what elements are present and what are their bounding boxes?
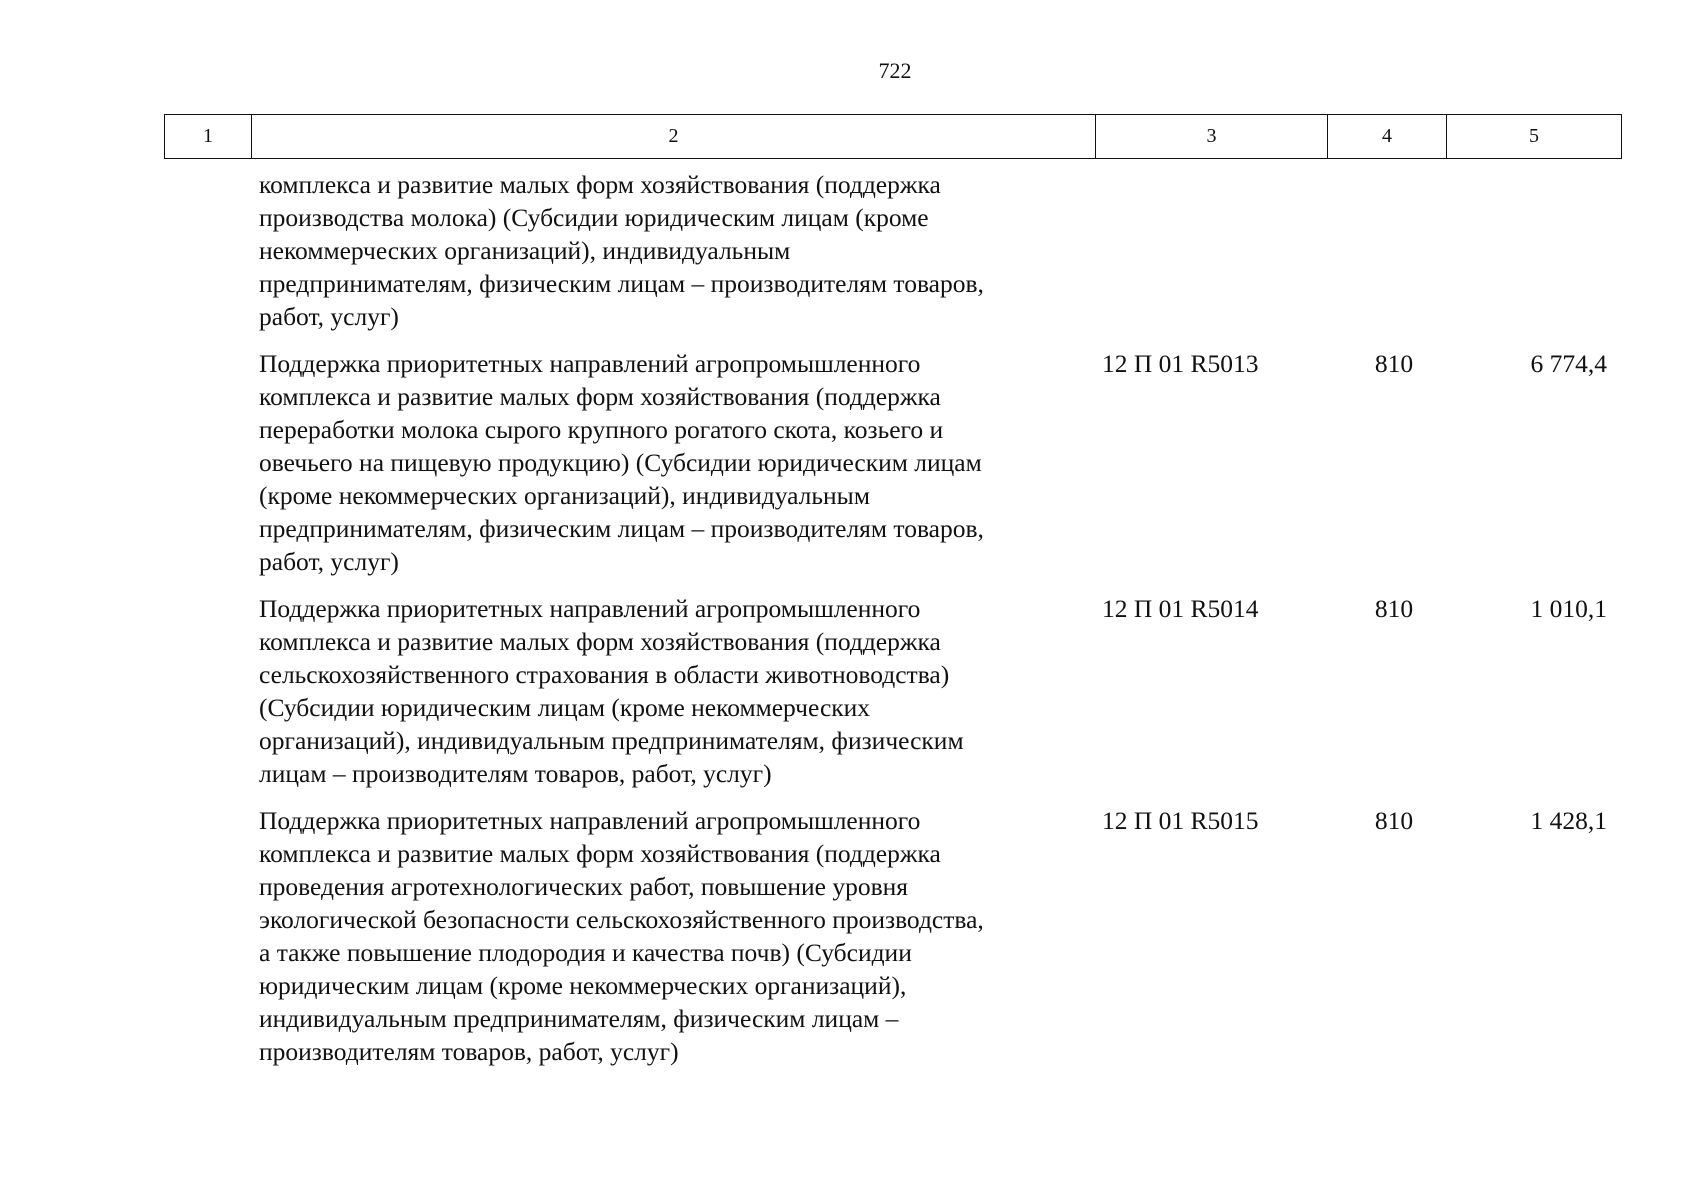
expense-type-code: 810 [1374,806,1414,835]
column-header-3: 3 [1096,115,1328,159]
amount-value: 6 774,4 [1530,349,1607,378]
description-line: Поддержка приоритетных направлений агропромышленного [259,806,921,835]
budget-entry [164,592,1616,790]
entry-description [259,804,1089,1068]
description-line: проведения агротехнологических работ, повышение уровня [259,872,909,901]
target-article-code: 12 П 01 R5015 [1102,806,1259,835]
description-line: экологической безопасности сельскохозяйственного производства, [259,905,984,934]
description-line: комплекса и развитие малых форм хозяйствования (поддержка [259,839,941,868]
description-line: Поддержка приоритетных направлений агропромышленного [259,349,921,378]
description-line: а также повышение плодородия и качества почв) (Субсидии [259,938,912,967]
description-line: овечьего на пищевую продукцию) (Субсидии юридическим лицам [259,448,982,477]
budget-entry [164,804,1616,1068]
description-line: комплекса и развитие малых форм хозяйствования (поддержка [259,170,941,199]
column-header-1: 1 [165,115,252,159]
target-article-code: 12 П 01 R5014 [1102,594,1259,623]
amount-value: 1 010,1 [1530,594,1607,623]
budget-entry [164,347,1616,578]
budget-entries [164,168,1616,1082]
description-line: лицам – производителям товаров, работ, услуг) [259,759,772,788]
description-line: производителям товаров, работ, услуг) [259,1037,679,1066]
column-header-4: 4 [1328,115,1447,159]
description-line: комплекса и развитие малых форм хозяйствования (поддержка [259,382,941,411]
description-line: Поддержка приоритетных направлений агропромышленного [259,594,921,623]
description-line: некоммерческих организаций), индивидуальным [259,236,791,265]
description-line: переработки молока сырого крупного рогатого скота, козьего и [259,415,944,444]
column-header-table [164,114,1622,159]
description-line: сельскохозяйственного страхования в области животноводства) [259,660,950,689]
description-line: работ, услуг) [259,547,399,576]
target-article-code: 12 П 01 R5013 [1102,349,1259,378]
description-line: работ, услуг) [259,302,399,331]
description-line: (Субсидии юридическим лицам (кроме некоммерческих [259,693,871,722]
expense-type-code: 810 [1374,594,1414,623]
page-number: 722 [878,58,912,83]
entry-description [259,168,1089,333]
column-header-5: 5 [1447,115,1622,159]
description-line: индивидуальным предпринимателям, физическим лицам – [259,1004,899,1033]
column-header-2: 2 [252,115,1096,159]
description-line: комплекса и развитие малых форм хозяйствования (поддержка [259,627,941,656]
description-line: (кроме некоммерческих организаций), индивидуальным [259,481,870,510]
description-line: производства молока) (Субсидии юридическим лицам (кроме [259,203,929,232]
amount-value: 1 428,1 [1530,806,1607,835]
description-line: юридическим лицам (кроме некоммерческих организаций), [259,971,907,1000]
description-line: организаций), индивидуальным предпринимателям, физическим [259,726,964,755]
budget-entry [164,168,1616,333]
expense-type-code: 810 [1374,349,1414,378]
description-line: предпринимателям, физическим лицам – производителям товаров, [259,514,984,543]
entry-description [259,592,1089,790]
description-line: предпринимателям, физическим лицам – производителям товаров, [259,269,984,298]
column-header-row [165,115,1622,159]
entry-description [259,347,1089,578]
